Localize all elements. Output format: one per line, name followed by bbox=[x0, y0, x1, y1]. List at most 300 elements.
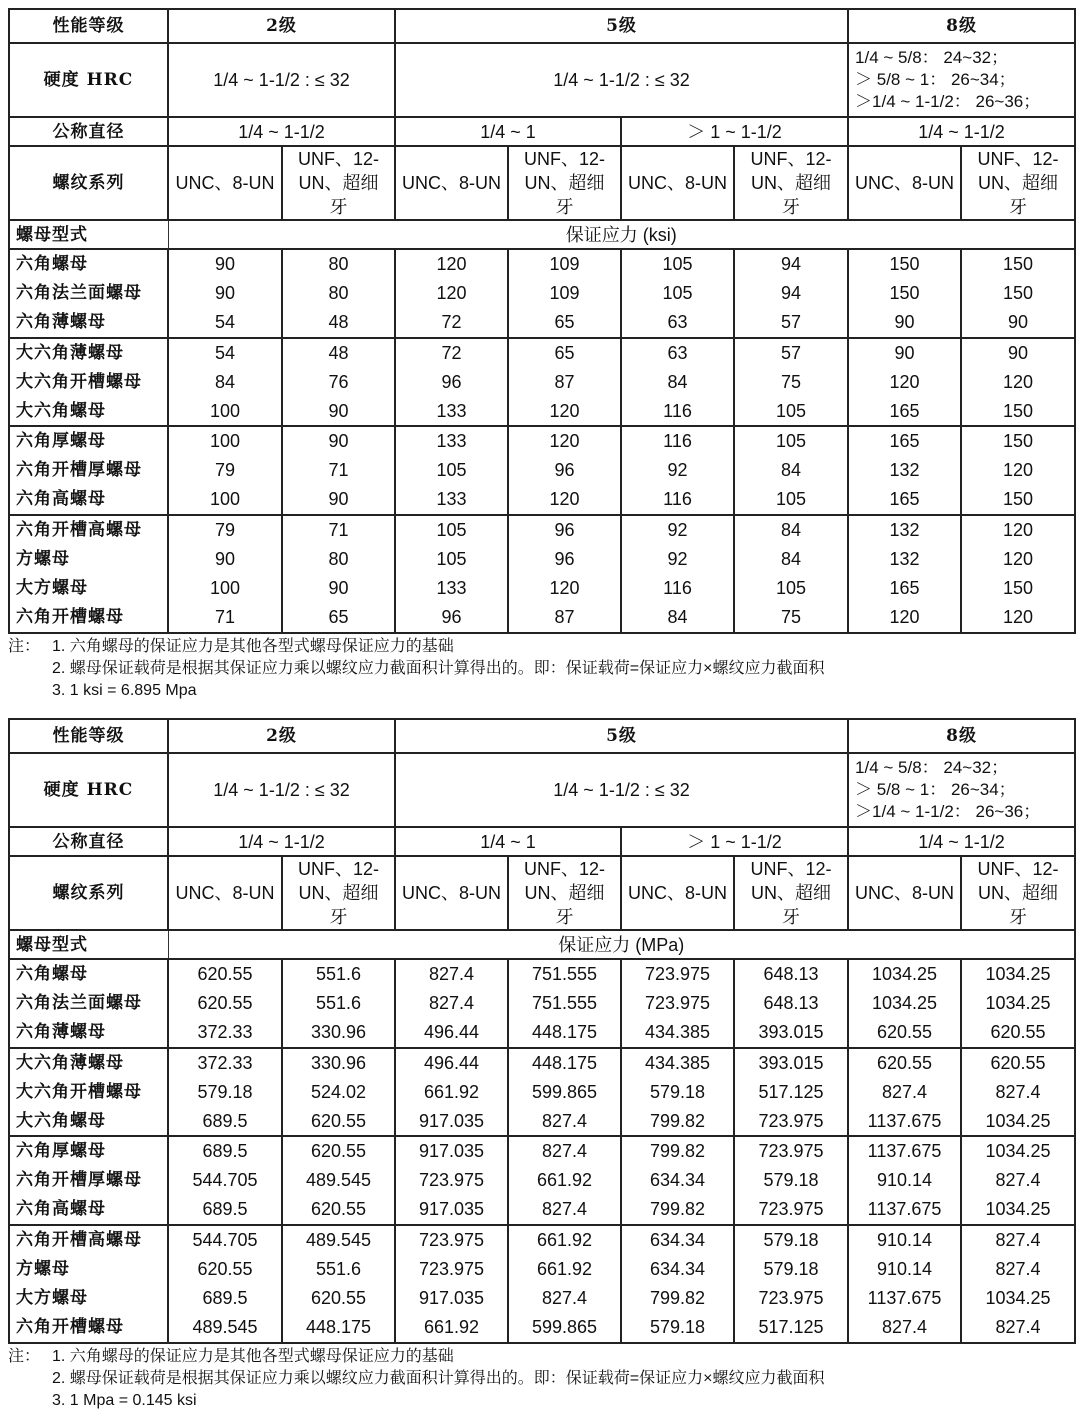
stress-value: 827.4 bbox=[961, 1225, 1075, 1255]
nut-type-name: 大方螺母 bbox=[9, 574, 168, 604]
stress-value: 517.125 bbox=[734, 1077, 848, 1107]
stress-value: 105 bbox=[734, 426, 848, 456]
stress-value: 150 bbox=[961, 397, 1075, 427]
stress-value: 57 bbox=[734, 338, 848, 368]
table-row bbox=[9, 249, 1075, 279]
stress-value: 917.035 bbox=[395, 1107, 508, 1137]
stress-value: 80 bbox=[282, 544, 395, 574]
stress-value: 105 bbox=[621, 249, 734, 279]
stress-value: 54 bbox=[168, 308, 282, 338]
stress-value: 1137.675 bbox=[848, 1195, 961, 1225]
stress-value: 620.55 bbox=[168, 959, 282, 989]
stress-value: 105 bbox=[395, 515, 508, 545]
diameter-label: 公称直径 bbox=[9, 827, 168, 856]
stress-value: 79 bbox=[168, 456, 282, 486]
hardness-5: 1/4 ~ 1-1/2 : ≤ 32 bbox=[395, 43, 848, 117]
stress-value: 71 bbox=[282, 456, 395, 486]
stress-value: 372.33 bbox=[168, 1048, 282, 1078]
stress-value: 72 bbox=[395, 308, 508, 338]
note-line bbox=[8, 636, 1074, 658]
stress-value: 132 bbox=[848, 515, 961, 545]
nut-type-name: 六角开槽高螺母 bbox=[9, 515, 168, 545]
note-line bbox=[8, 658, 1074, 680]
hardness-label: 硬度 HRC bbox=[9, 43, 168, 117]
thread-label: 螺纹系列 bbox=[9, 146, 168, 220]
diameter-5a: 1/4 ~ 1 bbox=[395, 827, 621, 856]
stress-value: 84 bbox=[621, 367, 734, 397]
note-line bbox=[8, 680, 1074, 702]
nut-type-label: 螺母型式 bbox=[9, 220, 168, 249]
stress-value: 90 bbox=[168, 249, 282, 279]
stress-value: 1034.25 bbox=[961, 959, 1075, 989]
stress-value: 120 bbox=[961, 367, 1075, 397]
hardness-8 bbox=[848, 43, 1075, 117]
stress-value: 109 bbox=[508, 249, 621, 279]
grade-5: 5级 bbox=[395, 9, 848, 43]
grade-2: 2级 bbox=[168, 9, 395, 43]
nut-type-name: 六角厚螺母 bbox=[9, 426, 168, 456]
diameter-5b: ＞ 1 ~ 1-1/2 bbox=[621, 117, 848, 146]
stress-value: 165 bbox=[848, 485, 961, 515]
table-row bbox=[9, 1225, 1075, 1255]
stress-value: 599.865 bbox=[508, 1077, 621, 1107]
stress-value: 90 bbox=[168, 279, 282, 309]
hardness-8-line: 1/4 ~ 5/8： 24~32； bbox=[855, 758, 1009, 777]
thread-series: UNF、12-UN、超细牙 bbox=[961, 146, 1075, 220]
table-row bbox=[9, 485, 1075, 515]
stress-value: 827.4 bbox=[395, 959, 508, 989]
nut-type-name: 大六角开槽螺母 bbox=[9, 367, 168, 397]
stress-value: 723.975 bbox=[395, 1225, 508, 1255]
grade-8: 8级 bbox=[848, 719, 1075, 753]
stress-value: 109 bbox=[508, 279, 621, 309]
table-row bbox=[9, 1313, 1075, 1343]
table-row bbox=[9, 1136, 1075, 1166]
thread-series: UNF、12-UN、超细牙 bbox=[508, 146, 621, 220]
stress-value: 723.975 bbox=[395, 1254, 508, 1284]
stress-value: 65 bbox=[508, 308, 621, 338]
nut-type-name: 六角法兰面螺母 bbox=[9, 989, 168, 1019]
stress-value: 661.92 bbox=[508, 1166, 621, 1196]
stress-value: 116 bbox=[621, 485, 734, 515]
note-prefix: 注： bbox=[8, 1347, 41, 1365]
stress-value: 150 bbox=[961, 279, 1075, 309]
stress-value: 579.18 bbox=[621, 1077, 734, 1107]
stress-value: 551.6 bbox=[282, 1254, 395, 1284]
stress-value: 827.4 bbox=[508, 1107, 621, 1137]
stress-value: 648.13 bbox=[734, 959, 848, 989]
stress-value: 489.545 bbox=[282, 1225, 395, 1255]
hardness-8 bbox=[848, 753, 1075, 827]
hardness-label: 硬度 HRC bbox=[9, 753, 168, 827]
hardness-8-line: ＞ 5/8 ~ 1： 26~34； bbox=[855, 780, 1016, 799]
nut-type-name: 大六角螺母 bbox=[9, 397, 168, 427]
stress-value: 84 bbox=[621, 603, 734, 633]
stress-value: 100 bbox=[168, 485, 282, 515]
grade-2: 2级 bbox=[168, 719, 395, 753]
stress-value: 120 bbox=[508, 397, 621, 427]
stress-value: 689.5 bbox=[168, 1136, 282, 1166]
stress-value: 448.175 bbox=[508, 1018, 621, 1048]
stress-value: 116 bbox=[621, 397, 734, 427]
stress-value: 96 bbox=[395, 367, 508, 397]
stress-value: 75 bbox=[734, 603, 848, 633]
table-row bbox=[9, 1195, 1075, 1225]
stress-value: 517.125 bbox=[734, 1313, 848, 1343]
table-row bbox=[9, 1107, 1075, 1137]
note-line bbox=[8, 1390, 1074, 1412]
stress-value: 71 bbox=[168, 603, 282, 633]
stress-value: 120 bbox=[508, 426, 621, 456]
thread-row bbox=[9, 856, 1075, 930]
stress-value: 599.865 bbox=[508, 1313, 621, 1343]
stress-value: 723.975 bbox=[734, 1136, 848, 1166]
stress-value: 84 bbox=[734, 515, 848, 545]
stress-value: 723.975 bbox=[621, 959, 734, 989]
stress-value: 544.705 bbox=[168, 1225, 282, 1255]
stress-value: 496.44 bbox=[395, 1048, 508, 1078]
stress-value: 1137.675 bbox=[848, 1284, 961, 1314]
hardness-8-line: ＞ 5/8 ~ 1： 26~34； bbox=[855, 70, 1016, 89]
stress-value: 917.035 bbox=[395, 1136, 508, 1166]
stress-value: 1034.25 bbox=[961, 1284, 1075, 1314]
stress-value: 448.175 bbox=[282, 1313, 395, 1343]
stress-value: 634.34 bbox=[621, 1254, 734, 1284]
hardness-5: 1/4 ~ 1-1/2 : ≤ 32 bbox=[395, 753, 848, 827]
thread-series: UNC、8-UN bbox=[168, 856, 282, 930]
stress-value: 100 bbox=[168, 426, 282, 456]
nut-type-name: 大六角开槽螺母 bbox=[9, 1077, 168, 1107]
stress-value: 620.55 bbox=[282, 1136, 395, 1166]
stress-label: 保证应力 (ksi) bbox=[168, 220, 1075, 249]
stress-value: 80 bbox=[282, 279, 395, 309]
stress-value: 827.4 bbox=[848, 1313, 961, 1343]
note-text: 1. 六角螺母的保证应力是其他各型式螺母保证应力的基础 bbox=[52, 637, 454, 655]
stress-value: 90 bbox=[282, 574, 395, 604]
stress-value: 165 bbox=[848, 574, 961, 604]
stress-value: 827.4 bbox=[508, 1284, 621, 1314]
stress-value: 723.975 bbox=[734, 1284, 848, 1314]
thread-row bbox=[9, 146, 1075, 220]
nut-type-name: 方螺母 bbox=[9, 544, 168, 574]
stress-value: 79 bbox=[168, 515, 282, 545]
stress-value: 551.6 bbox=[282, 989, 395, 1019]
nut-type-name: 六角螺母 bbox=[9, 959, 168, 989]
table-row bbox=[9, 574, 1075, 604]
thread-series: UNC、8-UN bbox=[621, 856, 734, 930]
stress-value: 96 bbox=[508, 515, 621, 545]
thread-series: UNF、12-UN、超细牙 bbox=[734, 856, 848, 930]
stress-value: 150 bbox=[961, 426, 1075, 456]
stress-value: 120 bbox=[848, 367, 961, 397]
stress-value: 372.33 bbox=[168, 1018, 282, 1048]
stress-value: 620.55 bbox=[848, 1048, 961, 1078]
stress-value: 751.555 bbox=[508, 959, 621, 989]
stress-value: 723.975 bbox=[734, 1195, 848, 1225]
stress-value: 90 bbox=[961, 308, 1075, 338]
stress-value: 910.14 bbox=[848, 1166, 961, 1196]
stress-value: 76 bbox=[282, 367, 395, 397]
thread-series: UNF、12-UN、超细牙 bbox=[282, 856, 395, 930]
stress-value: 90 bbox=[282, 426, 395, 456]
stress-value: 75 bbox=[734, 367, 848, 397]
stress-value: 620.55 bbox=[282, 1284, 395, 1314]
nut-type-name: 六角厚螺母 bbox=[9, 1136, 168, 1166]
stress-value: 120 bbox=[961, 544, 1075, 574]
stress-value: 620.55 bbox=[168, 989, 282, 1019]
grade-label: 性能等级 bbox=[9, 719, 168, 753]
stress-value: 620.55 bbox=[282, 1107, 395, 1137]
stress-value: 105 bbox=[395, 544, 508, 574]
stress-value: 496.44 bbox=[395, 1018, 508, 1048]
stress-value: 92 bbox=[621, 456, 734, 486]
stress-value: 620.55 bbox=[848, 1018, 961, 1048]
diameter-label: 公称直径 bbox=[9, 117, 168, 146]
stress-value: 90 bbox=[848, 308, 961, 338]
stress-value: 799.82 bbox=[621, 1107, 734, 1137]
table-row bbox=[9, 1077, 1075, 1107]
stress-value: 827.4 bbox=[961, 1166, 1075, 1196]
stress-value: 120 bbox=[961, 456, 1075, 486]
stress-value: 524.02 bbox=[282, 1077, 395, 1107]
diameter-row bbox=[9, 827, 1075, 856]
stress-value: 133 bbox=[395, 397, 508, 427]
stress-value: 1034.25 bbox=[961, 1195, 1075, 1225]
stress-value: 917.035 bbox=[395, 1284, 508, 1314]
stress-value: 90 bbox=[848, 338, 961, 368]
stress-value: 63 bbox=[621, 308, 734, 338]
grade-5: 5级 bbox=[395, 719, 848, 753]
stress-value: 57 bbox=[734, 308, 848, 338]
stress-value: 620.55 bbox=[961, 1018, 1075, 1048]
notes bbox=[8, 1346, 1074, 1412]
stress-value: 723.975 bbox=[621, 989, 734, 1019]
stress-value: 133 bbox=[395, 485, 508, 515]
stress-value: 63 bbox=[621, 338, 734, 368]
grade-row bbox=[9, 9, 1075, 43]
stress-value: 917.035 bbox=[395, 1195, 508, 1225]
thread-series: UNF、12-UN、超细牙 bbox=[734, 146, 848, 220]
stress-value: 96 bbox=[508, 544, 621, 574]
table-row bbox=[9, 544, 1075, 574]
stress-value: 661.92 bbox=[508, 1225, 621, 1255]
hardness-8-line: ＞1/4 ~ 1-1/2： 26~36； bbox=[855, 92, 1041, 111]
notes bbox=[8, 636, 1074, 702]
stress-value: 723.975 bbox=[395, 1166, 508, 1196]
nut-type-name: 六角法兰面螺母 bbox=[9, 279, 168, 309]
stress-value: 87 bbox=[508, 603, 621, 633]
note-text: 1. 六角螺母的保证应力是其他各型式螺母保证应力的基础 bbox=[52, 1347, 454, 1365]
stress-value: 579.18 bbox=[168, 1077, 282, 1107]
note-line bbox=[8, 1346, 1074, 1368]
stress-value: 827.4 bbox=[961, 1313, 1075, 1343]
table-row bbox=[9, 1048, 1075, 1078]
hardness-8-line: 1/4 ~ 5/8： 24~32； bbox=[855, 48, 1009, 67]
nut-type-name: 六角开槽厚螺母 bbox=[9, 1166, 168, 1196]
stress-value: 120 bbox=[848, 603, 961, 633]
stress-value: 48 bbox=[282, 338, 395, 368]
stress-value: 489.545 bbox=[168, 1313, 282, 1343]
stress-value: 90 bbox=[961, 338, 1075, 368]
table-row bbox=[9, 515, 1075, 545]
nut-type-label: 螺母型式 bbox=[9, 930, 168, 959]
stress-value: 661.92 bbox=[395, 1077, 508, 1107]
spec-table bbox=[8, 8, 1076, 634]
diameter-2: 1/4 ~ 1-1/2 bbox=[168, 117, 395, 146]
stress-value: 827.4 bbox=[508, 1195, 621, 1225]
grade-row bbox=[9, 719, 1075, 753]
stress-value: 105 bbox=[734, 574, 848, 604]
table-row bbox=[9, 1254, 1075, 1284]
stress-value: 150 bbox=[961, 249, 1075, 279]
nut-type-name: 六角薄螺母 bbox=[9, 1018, 168, 1048]
thread-series: UNC、8-UN bbox=[848, 856, 961, 930]
stress-value: 133 bbox=[395, 426, 508, 456]
stress-value: 827.4 bbox=[961, 1077, 1075, 1107]
note-prefix: 注： bbox=[8, 637, 41, 655]
stress-value: 80 bbox=[282, 249, 395, 279]
spec-table bbox=[8, 718, 1076, 1344]
stress-value: 689.5 bbox=[168, 1195, 282, 1225]
thread-series: UNC、8-UN bbox=[168, 146, 282, 220]
stress-value: 90 bbox=[282, 397, 395, 427]
table-row bbox=[9, 1284, 1075, 1314]
stress-value: 1137.675 bbox=[848, 1107, 961, 1137]
stress-value: 579.18 bbox=[734, 1225, 848, 1255]
note-line bbox=[8, 1368, 1074, 1390]
nut-type-name: 六角开槽高螺母 bbox=[9, 1225, 168, 1255]
stress-value: 799.82 bbox=[621, 1284, 734, 1314]
mpa-table-block bbox=[8, 718, 1074, 1412]
grade-label: 性能等级 bbox=[9, 9, 168, 43]
stress-value: 116 bbox=[621, 574, 734, 604]
stress-value: 72 bbox=[395, 338, 508, 368]
stress-value: 827.4 bbox=[848, 1077, 961, 1107]
stress-value: 1034.25 bbox=[961, 1107, 1075, 1137]
diameter-2: 1/4 ~ 1-1/2 bbox=[168, 827, 395, 856]
grade-8: 8级 bbox=[848, 9, 1075, 43]
thread-series: UNC、8-UN bbox=[848, 146, 961, 220]
table-row bbox=[9, 397, 1075, 427]
hardness-2: 1/4 ~ 1-1/2 : ≤ 32 bbox=[168, 43, 395, 117]
ksi-table-block bbox=[8, 8, 1074, 702]
diameter-8: 1/4 ~ 1-1/2 bbox=[848, 827, 1075, 856]
stress-value: 579.18 bbox=[621, 1313, 734, 1343]
stress-value: 1137.675 bbox=[848, 1136, 961, 1166]
stress-value: 120 bbox=[395, 249, 508, 279]
stress-value: 165 bbox=[848, 426, 961, 456]
stress-value: 1034.25 bbox=[848, 989, 961, 1019]
stress-value: 105 bbox=[734, 485, 848, 515]
stress-value: 579.18 bbox=[734, 1254, 848, 1284]
stress-value: 799.82 bbox=[621, 1136, 734, 1166]
stress-value: 1034.25 bbox=[961, 989, 1075, 1019]
diameter-5a: 1/4 ~ 1 bbox=[395, 117, 621, 146]
stress-value: 96 bbox=[395, 603, 508, 633]
stress-value: 1034.25 bbox=[961, 1136, 1075, 1166]
stress-value: 150 bbox=[961, 485, 1075, 515]
stress-value: 150 bbox=[961, 574, 1075, 604]
stress-value: 1034.25 bbox=[848, 959, 961, 989]
nut-type-name: 六角薄螺母 bbox=[9, 308, 168, 338]
stress-value: 661.92 bbox=[508, 1254, 621, 1284]
stress-value: 120 bbox=[395, 279, 508, 309]
nut-type-name: 六角开槽厚螺母 bbox=[9, 456, 168, 486]
nut-type-name: 方螺母 bbox=[9, 1254, 168, 1284]
stress-value: 620.55 bbox=[168, 1254, 282, 1284]
table-row bbox=[9, 989, 1075, 1019]
thread-series: UNC、8-UN bbox=[621, 146, 734, 220]
stress-value: 105 bbox=[395, 456, 508, 486]
table-row bbox=[9, 426, 1075, 456]
stress-value: 84 bbox=[734, 456, 848, 486]
stress-value: 96 bbox=[508, 456, 621, 486]
nut-type-name: 六角开槽螺母 bbox=[9, 1313, 168, 1343]
stress-value: 87 bbox=[508, 367, 621, 397]
nut-type-name: 六角螺母 bbox=[9, 249, 168, 279]
hardness-row bbox=[9, 43, 1075, 117]
note-text: 3. 1 Mpa = 0.145 ksi bbox=[52, 1391, 197, 1409]
table-row bbox=[9, 1018, 1075, 1048]
stress-value: 120 bbox=[961, 603, 1075, 633]
table-row bbox=[9, 959, 1075, 989]
stress-value: 689.5 bbox=[168, 1107, 282, 1137]
stress-value: 551.6 bbox=[282, 959, 395, 989]
stress-value: 116 bbox=[621, 426, 734, 456]
stress-value: 94 bbox=[734, 249, 848, 279]
stress-value: 65 bbox=[282, 603, 395, 633]
table-row bbox=[9, 308, 1075, 338]
hardness-row bbox=[9, 753, 1075, 827]
stress-value: 84 bbox=[168, 367, 282, 397]
thread-series: UNF、12-UN、超细牙 bbox=[282, 146, 395, 220]
stress-value: 434.385 bbox=[621, 1018, 734, 1048]
stress-value: 827.4 bbox=[961, 1254, 1075, 1284]
stress-value: 434.385 bbox=[621, 1048, 734, 1078]
stress-value: 65 bbox=[508, 338, 621, 368]
stress-value: 92 bbox=[621, 515, 734, 545]
nut-type-name: 大六角薄螺母 bbox=[9, 1048, 168, 1078]
stress-value: 105 bbox=[621, 279, 734, 309]
nut-type-name: 六角高螺母 bbox=[9, 485, 168, 515]
table-row bbox=[9, 456, 1075, 486]
stress-value: 620.55 bbox=[961, 1048, 1075, 1078]
stress-value: 133 bbox=[395, 574, 508, 604]
stress-value: 393.015 bbox=[734, 1048, 848, 1078]
stress-value: 330.96 bbox=[282, 1048, 395, 1078]
thread-series: UNF、12-UN、超细牙 bbox=[508, 856, 621, 930]
stress-value: 94 bbox=[734, 279, 848, 309]
stress-value: 579.18 bbox=[734, 1166, 848, 1196]
stress-value: 150 bbox=[848, 249, 961, 279]
stress-value: 100 bbox=[168, 574, 282, 604]
stress-value: 661.92 bbox=[395, 1313, 508, 1343]
stress-value: 751.555 bbox=[508, 989, 621, 1019]
nut-type-name: 六角开槽螺母 bbox=[9, 603, 168, 633]
thread-series: UNC、8-UN bbox=[395, 856, 508, 930]
nut-type-row bbox=[9, 930, 1075, 959]
table-row bbox=[9, 367, 1075, 397]
stress-value: 827.4 bbox=[395, 989, 508, 1019]
nut-type-row bbox=[9, 220, 1075, 249]
hardness-2: 1/4 ~ 1-1/2 : ≤ 32 bbox=[168, 753, 395, 827]
diameter-5b: ＞ 1 ~ 1-1/2 bbox=[621, 827, 848, 856]
nut-type-name: 六角高螺母 bbox=[9, 1195, 168, 1225]
stress-value: 799.82 bbox=[621, 1195, 734, 1225]
stress-value: 84 bbox=[734, 544, 848, 574]
stress-value: 634.34 bbox=[621, 1166, 734, 1196]
note-text: 2. 螺母保证载荷是根据其保证应力乘以螺纹应力截面积计算得出的。即：保证载荷=保证应力×螺纹应力截面积 bbox=[52, 659, 825, 677]
